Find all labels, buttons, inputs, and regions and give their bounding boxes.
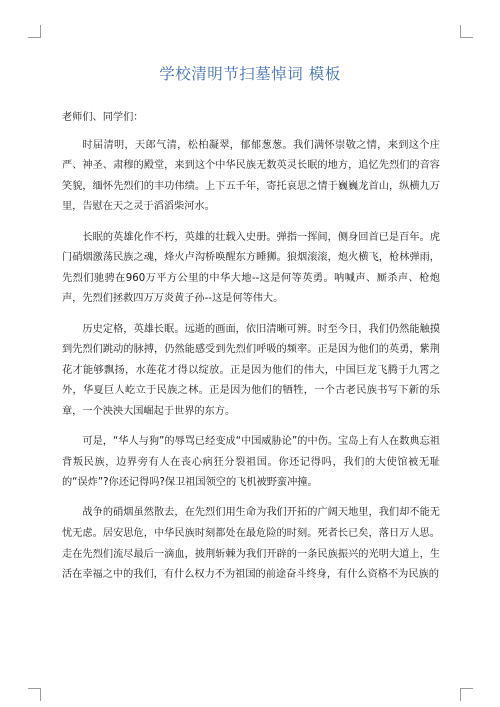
document-title: 学校清明节扫墓悼词 模板 — [159, 65, 341, 83]
crop-mark-bottom-left — [28, 688, 41, 701]
crop-mark-top-left — [28, 25, 41, 38]
crop-mark-bottom-right — [460, 688, 473, 701]
crop-mark-top-right — [460, 25, 473, 38]
greeting: 老师们、同学们： — [62, 112, 144, 123]
paragraph-2: 长眠的英雄化作不朽，英雄的壮载入史册。弹指一挥间，侧身回首已是百年。虎门硝烟激荡民族之魂，烽火卢沟桥唤醒东方睡狮。狼烟滚滚，炮火横飞，枪林弹雨，先烈们驰骋在960万平方公里的中华大地--这是何等英勇。呐喊声、厮杀声、枪炮声，先烈们拯救四万万炎黄子孙--这是何等伟大。 — [62, 231, 440, 305]
paragraph-3: 历史定格，英雄长眠。远逝的画面，依旧清晰可辨。时至今日，我们仍然能触摸到先烈们跳动的脉搏，仍然能感受到先烈们呼吸的频率。正是因为他们的英勇，紫荆花才能够飘扬，水莲花才得以绽放。正是因为他们的伟大，中国巨龙飞腾于九霄之外，华夏巨人屹立于民族之林。正是因为他们的牺牲，一个古老民族书写下新的乐章，一个泱泱大国崛起于世界的东方。 — [62, 323, 440, 417]
document-body — [62, 108, 440, 595]
paragraph-4: 可是，“华人与狗”的辱骂已经变成“中国威胁论”的中伤。宝岛上有人在数典忘祖背叛民族，边界旁有人在丧心病狂分裂祖国。你还记得吗，我们的大使馆被无耻的“误炸”?你还记得吗?保卫祖国领空的飞机被野蛮冲撞。 — [62, 436, 440, 489]
paragraph-1: 时届清明，天郎气清，松柏凝翠，郁郁葱葱。我们满怀崇敬之情，来到这个庄严、神圣、肃穆的殿堂，来到这个中华民族无数英灵长眠的地方，追忆先烈们的音容笑貌，缅怀先烈们的丰功伟绩。上下五千年，寄托哀思之情于巍巍龙首山，纵横九万里，告慰在天之灵于滔滔柴河水。 — [62, 139, 440, 213]
paragraph-5: 战争的硝烟虽然散去，在先烈们用生命为我们开拓的广阔天地里，我们却不能无忧无虑。居安思危，中华民族时刻都处在最危险的时刻。死者长已矣，落日万人思。走在先烈们流尽最后一滴血，披荆斩棘为我们开辟的一条民族振兴的光明大道上，生活在幸福之中的我们，有什么权力不为祖国的前途奋斗终身，有什么资格不为民族的 — [62, 507, 440, 581]
